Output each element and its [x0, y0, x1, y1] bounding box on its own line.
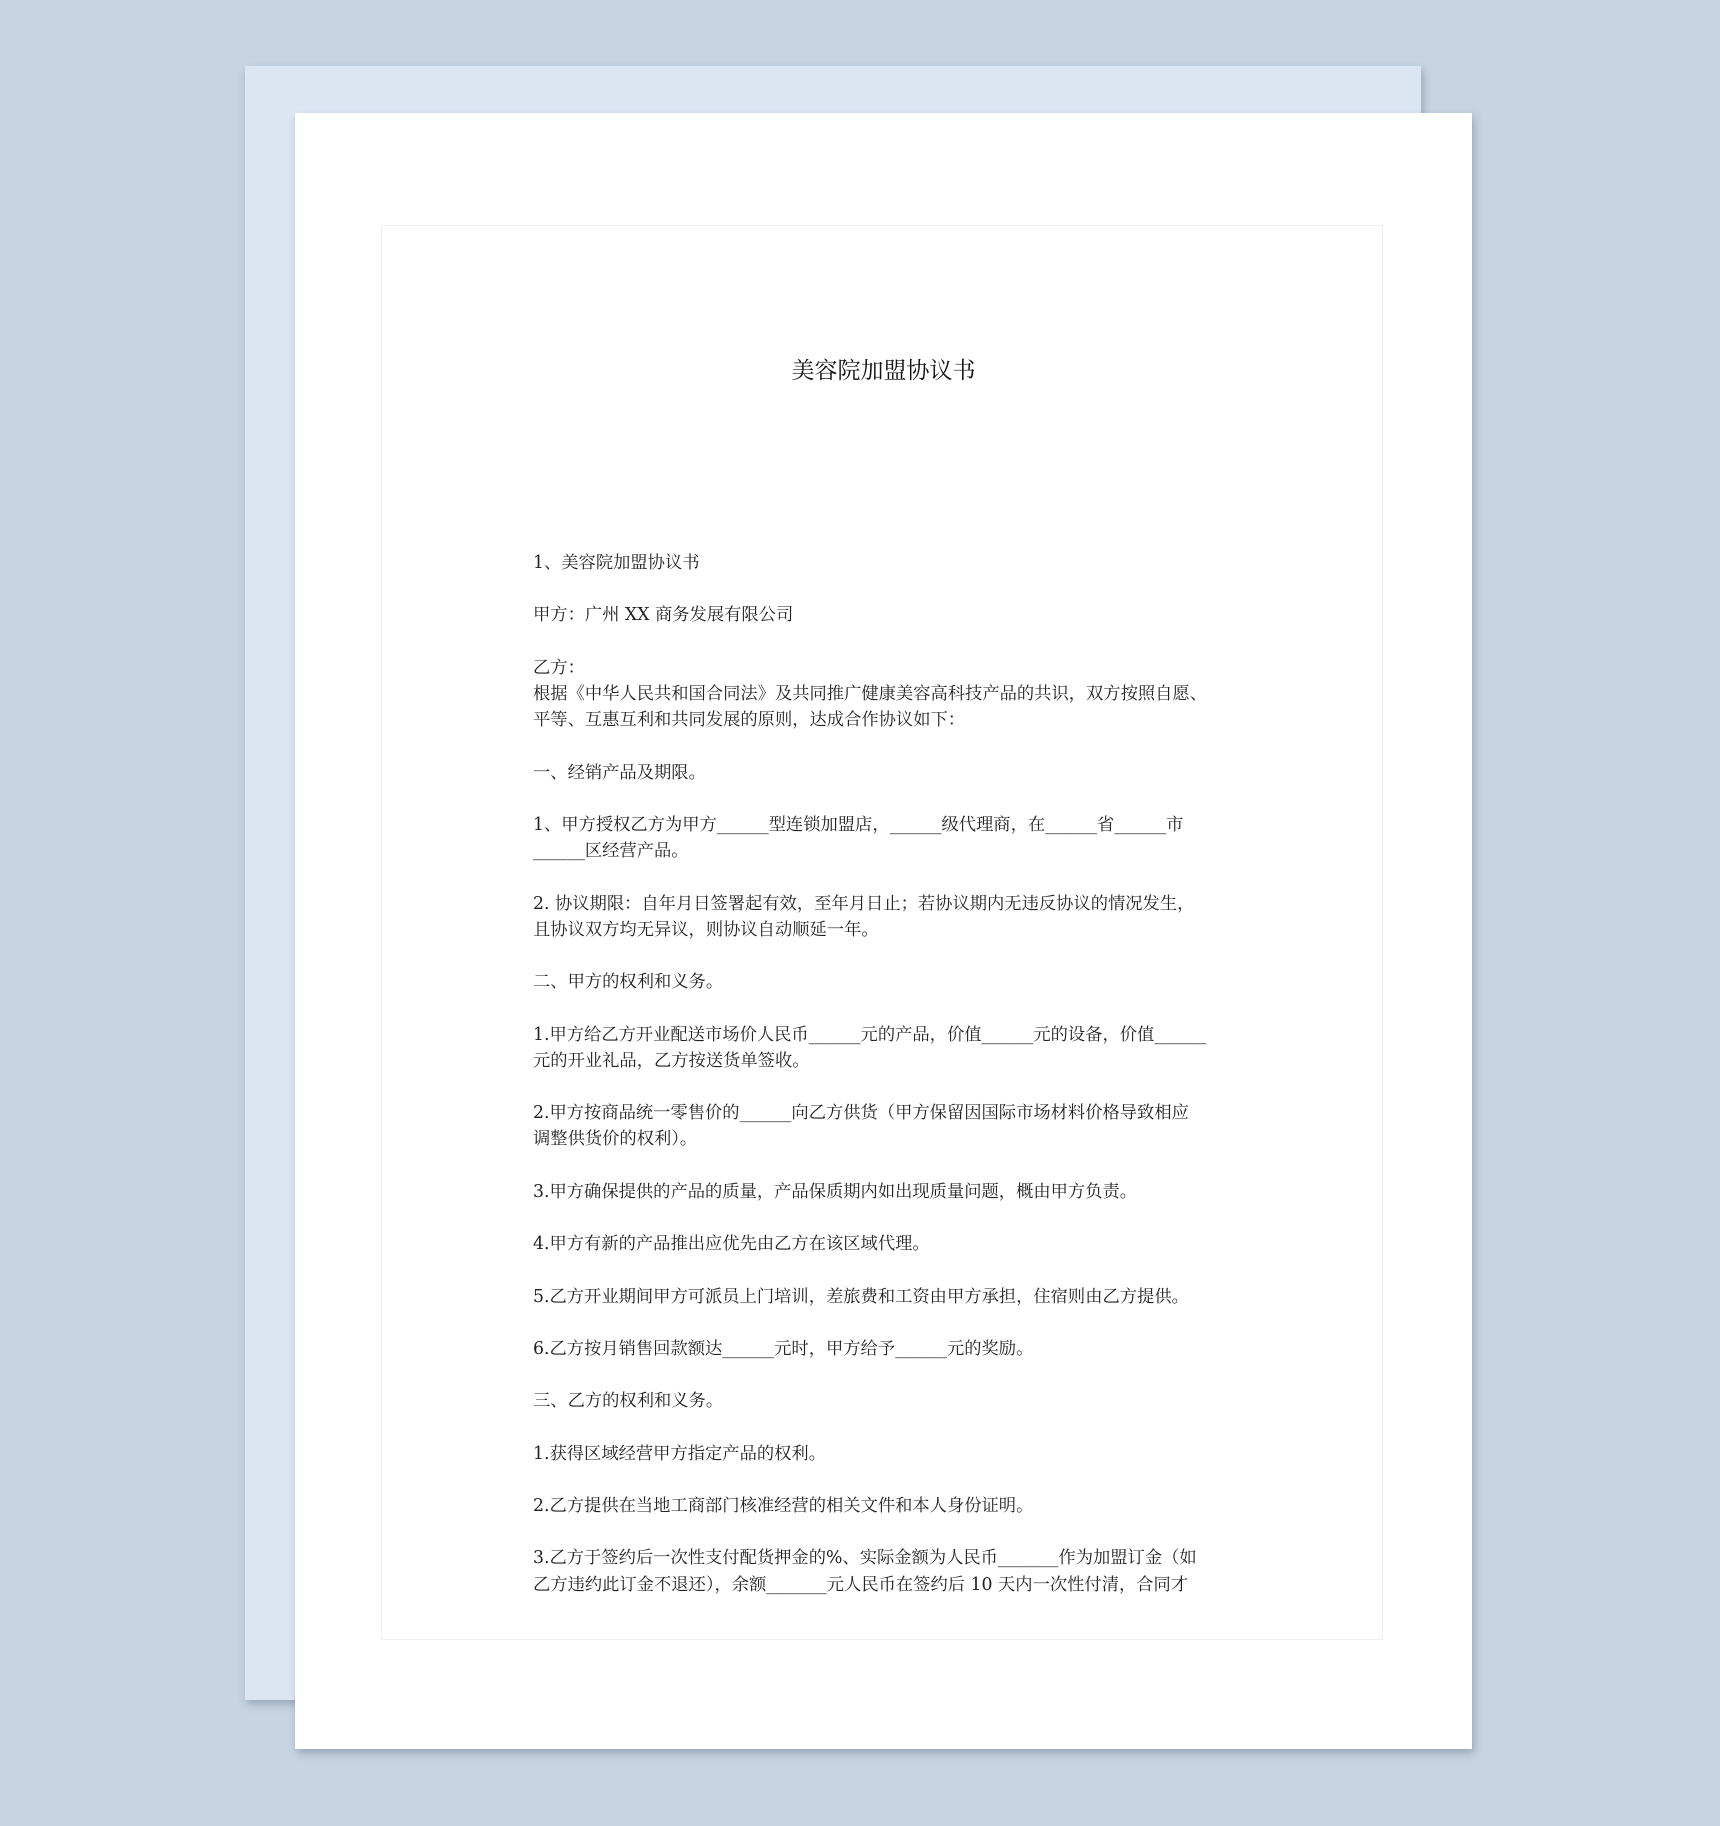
paragraph: [533, 550, 1253, 576]
text-line: 且协议双方均无异议，则协议自动顺延一年。: [533, 919, 879, 940]
text-line: 甲方：广州 XX 商务发展有限公司: [533, 605, 794, 626]
paragraph: [533, 1100, 1253, 1152]
paragraph: [533, 969, 1253, 995]
text-line: 1.获得区域经营甲方指定产品的权利。: [533, 1443, 826, 1464]
paragraph: [533, 1441, 1253, 1467]
text-line: 2.甲方按商品统一零售价的______向乙方供货（甲方保留因国际市场材料价格导致相应: [533, 1103, 1189, 1124]
paragraph: [533, 602, 1253, 628]
text-line: 6.乙方按月销售回款额达______元时，甲方给予______元的奖励。: [533, 1338, 1034, 1359]
text-line: 乙方：: [533, 657, 585, 678]
text-line: 1.甲方给乙方开业配送市场价人民币______元的产品，价值______元的设备，价值______: [533, 1024, 1207, 1045]
text-line: 一、经销产品及期限。: [533, 762, 706, 783]
text-line: 3.甲方确保提供的产品的质量，产品保质期内如出现质量问题，概由甲方负责。: [533, 1181, 1138, 1202]
text-line: 乙方违约此订金不退还），余额_______元人民币在签约后 10 天内一次性付清，合同才: [533, 1574, 1189, 1595]
paragraph: [533, 1545, 1253, 1597]
text-line: 1、美容院加盟协议书: [533, 553, 700, 573]
paragraph: [533, 1179, 1253, 1205]
paragraph: [533, 891, 1253, 943]
paragraph: [533, 760, 1253, 786]
text-line: 二、甲方的权利和义务。: [533, 972, 724, 993]
text-line: 3.乙方于签约后一次性支付配货押金的%、实际金额为人民币_______作为加盟订金（如: [533, 1548, 1197, 1569]
paragraph: [533, 1336, 1253, 1362]
text-line: 5.乙方开业期间甲方可派员上门培训，差旅费和工资由甲方承担，住宿则由乙方提供。: [533, 1286, 1189, 1307]
text-line: 1、甲方授权乙方为甲方______型连锁加盟店，______级代理商，在______省______市: [533, 814, 1184, 835]
paragraph: [533, 1231, 1253, 1257]
paragraph: [533, 1022, 1253, 1074]
paragraph: [533, 1284, 1253, 1310]
text-line: 平等、互惠互利和共同发展的原则，达成合作协议如下：: [533, 710, 966, 731]
paragraph: [533, 1388, 1253, 1414]
text-line: 元的开业礼品，乙方按送货单签收。: [533, 1050, 810, 1071]
text-line: ______区经营产品。: [533, 841, 689, 862]
document-body: [533, 550, 1253, 1624]
text-line: 2.乙方提供在当地工商部门核准经营的相关文件和本人身份证明。: [533, 1496, 1034, 1517]
paragraph: [533, 1493, 1253, 1519]
text-line: 4.甲方有新的产品推出应优先由乙方在该区域代理。: [533, 1234, 930, 1255]
paragraph: [533, 655, 1253, 734]
text-line: 三、乙方的权利和义务。: [533, 1391, 724, 1412]
paragraph: [533, 812, 1253, 864]
text-line: 2. 协议期限：自年月日签署起有效，至年月日止；若协议期内无违反协议的情况发生，: [533, 893, 1195, 914]
document-page: [295, 113, 1472, 1749]
text-line: 调整供货价的权利）。: [533, 1129, 698, 1150]
document-title: 美容院加盟协议书: [791, 358, 976, 384]
text-line: 根据《中华人民共和国合同法》及共同推广健康美容高科技产品的共识，双方按照自愿、: [533, 683, 1207, 704]
